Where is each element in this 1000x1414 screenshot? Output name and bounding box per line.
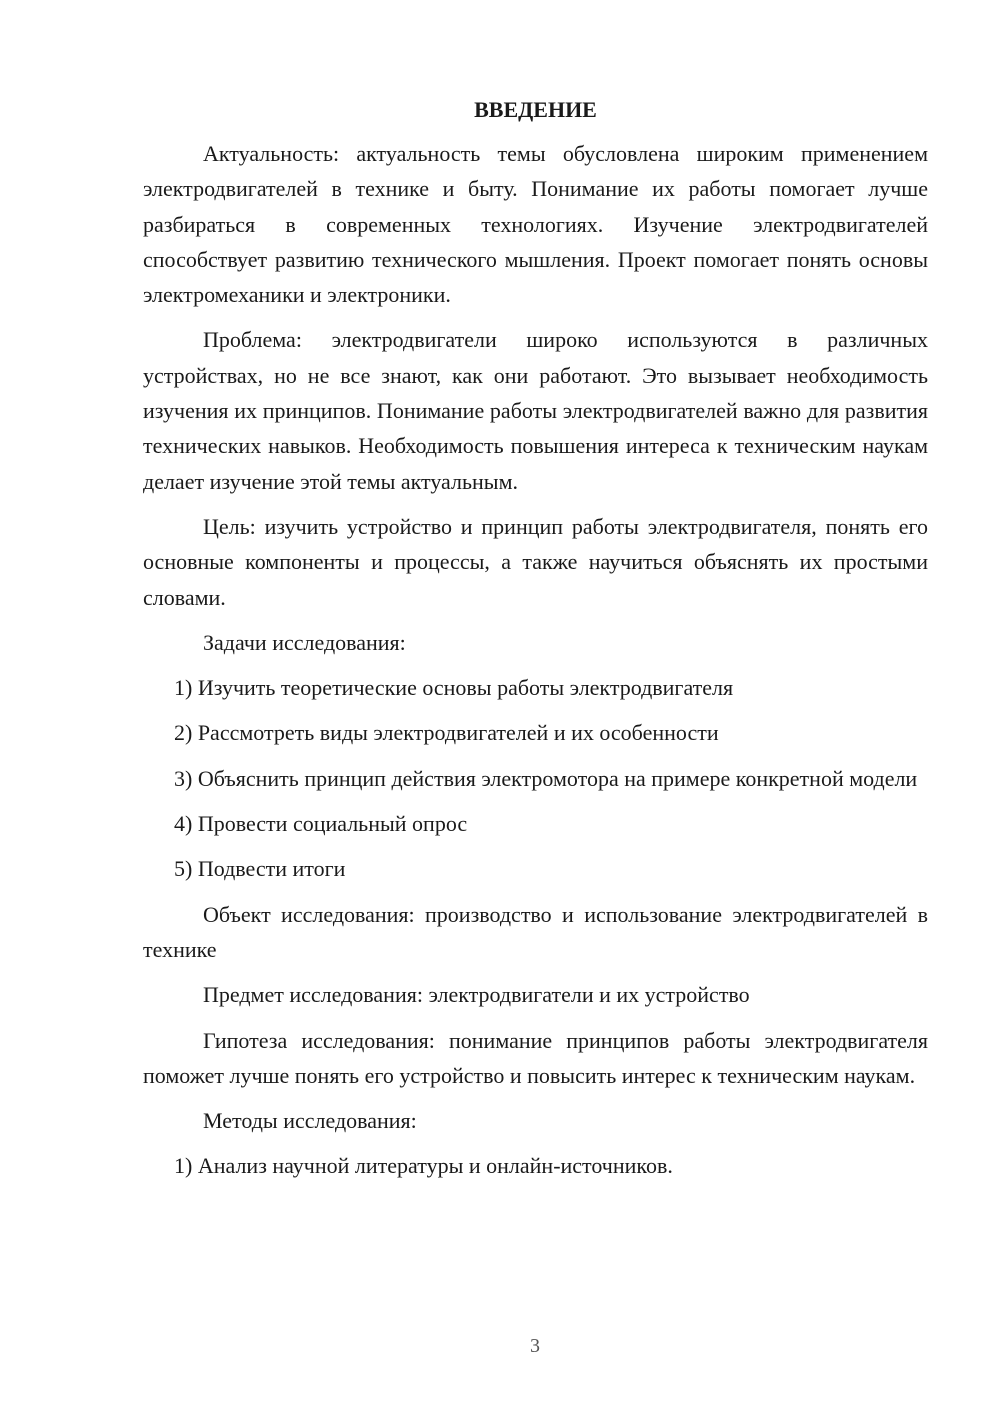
research-object-paragraph: Объект исследования: производство и использование электродвигателей в технике [143, 901, 928, 962]
tasks-heading: Задачи исследования: [203, 629, 406, 655]
research-subject-paragraph: Предмет исследования: электродвигатели и их устройство [203, 982, 750, 1008]
problem-paragraph: Проблема: электродвигатели широко используются в различных устройствах, но не все знают, как они работают. Это вызывает необходимость изучения их принципов. Понимание работы электродвигателей важно для развития технических навыков. Необходимость повышения интереса к техническим наукам делает изучение этой темы актуальным. [143, 327, 928, 494]
task-item-2: 2) Рассмотреть виды электродвигателей и их особенности [174, 720, 719, 746]
methods-heading: Методы исследования: [203, 1108, 417, 1134]
relevance-paragraph: Актуальность: актуальность темы обусловлена широким применением электродвигателей в технике и быту. Понимание их работы помогает лучше разбираться в современных технологиях. Изучение электродвигателей способствует развитию технического мышления. Проект помогает понять основы электромеханики и электроники. [143, 141, 928, 308]
goal-paragraph: Цель: изучить устройство и принцип работы электродвигателя, понять его основные компоненты и процессы, а также научиться объяснять их простыми словами. [143, 513, 928, 610]
section-heading: ВВЕДЕНИЕ [474, 97, 597, 122]
task-item-3: 3) Объяснить принцип действия электромотора на примере конкретной модели [174, 765, 918, 791]
hypothesis-paragraph: Гипотеза исследования: понимание принципов работы электродвигателя поможет лучше понять его устройство и повысить интерес к техническим наукам. [143, 1027, 928, 1088]
page-content [143, 94, 928, 1194]
task-item-5: 5) Подвести итоги [174, 856, 346, 882]
page-number: 3 [530, 1335, 540, 1357]
task-item-1: 1) Изучить теоретические основы работы электродвигателя [174, 675, 734, 701]
task-item-4: 4) Провести социальный опрос [174, 811, 468, 837]
method-item-1: 1) Анализ научной литературы и онлайн-источников. [174, 1153, 673, 1179]
